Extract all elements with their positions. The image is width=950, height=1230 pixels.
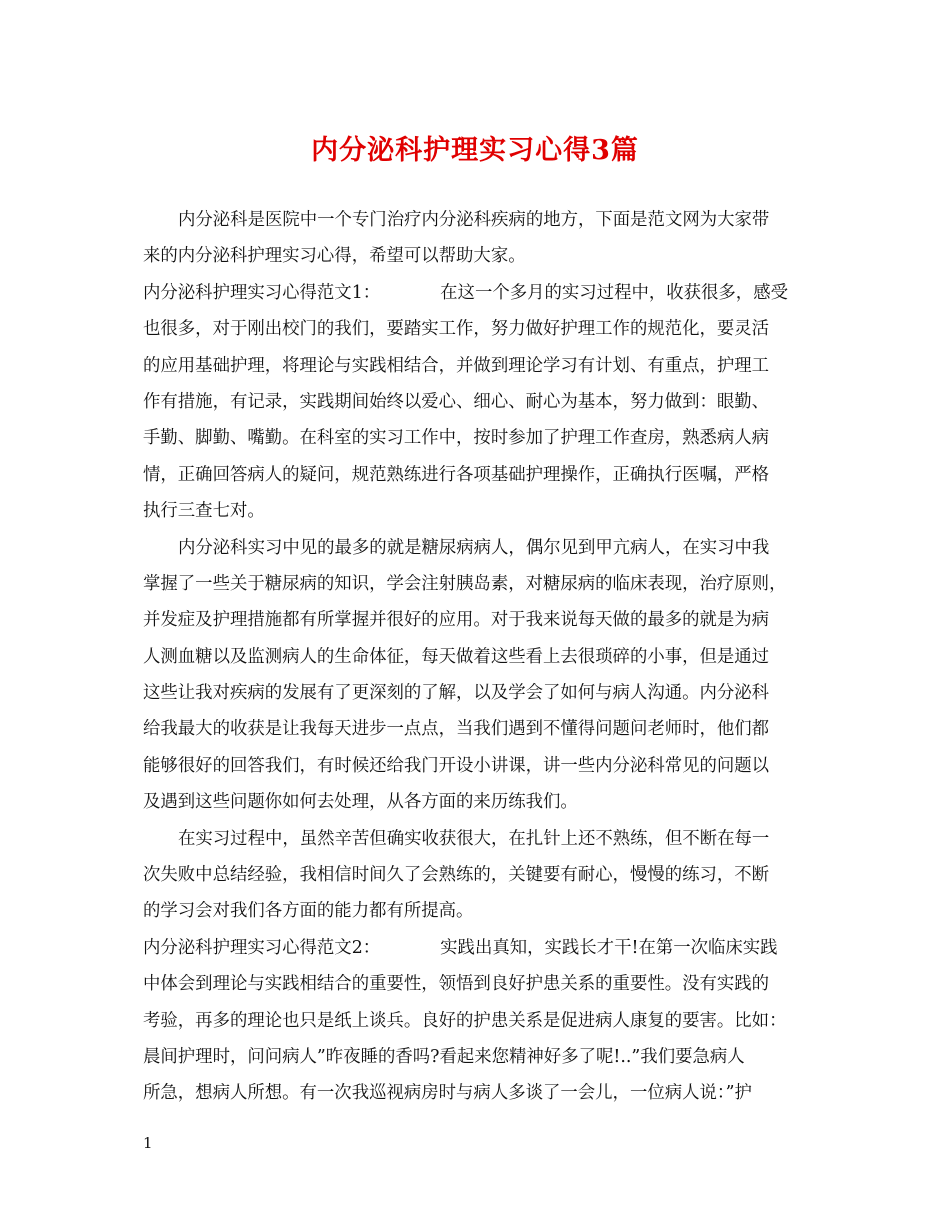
- paragraph-line: [143, 748, 813, 784]
- line-text: 作有措施，有记录，实践期间始终以爱心、细心、耐心为基本，努力做到：眼勤、: [143, 391, 770, 412]
- line-text: 执行三查七对。: [143, 501, 265, 522]
- page-number: 1: [143, 1134, 153, 1152]
- paragraph-line: [143, 711, 813, 747]
- paragraph-line: [143, 238, 813, 274]
- document-title: 内分泌科护理实习心得3篇: [311, 135, 639, 166]
- paragraph-line: [143, 893, 813, 929]
- line-text: 内分泌科是医院中一个专门治疗内分泌科疾病的地方，下面是范文网为大家带: [178, 210, 770, 230]
- line-text: 在这一个多月的实习过程中，收获很多，感受: [440, 282, 788, 303]
- line-text: 实践出真知，实践长才干!在第一次临床实践: [440, 937, 778, 958]
- line-text: 这些让我对疾病的发展有了更深刻的了解，以及学会了如何与病人沟通。内分泌科: [143, 683, 770, 704]
- line-text: 手勤、脚勤、嘴勤。在科室的实习工作中，按时参加了护理工作查房，熟悉病人病: [143, 428, 770, 449]
- document-body: [143, 202, 813, 1112]
- paragraph-line: [143, 857, 813, 893]
- paragraph-line: [143, 1075, 813, 1111]
- line-text: 所急，想病人所想。有一次我巡视病房时与病人多谈了一会儿，一位病人说：”护: [143, 1083, 752, 1104]
- paragraph-line: [143, 311, 813, 347]
- paragraph-line: [143, 784, 813, 820]
- paragraph-line: [143, 384, 813, 420]
- line-text: 并发症及护理措施都有所掌握并很好的应用。对于我来说每天做的最多的就是为病: [143, 610, 770, 631]
- line-text: 晨间护理时，问问病人”昨夜睡的香吗?看起来您精神好多了呢!..”我们要急病人: [143, 1046, 745, 1067]
- paragraph-line: [143, 566, 813, 602]
- paragraph-line: [143, 530, 813, 566]
- paragraph-line: [143, 420, 813, 456]
- line-text: 在实习过程中，虽然辛苦但确实收获很大，在扎针上还不熟练，但不断在每一: [178, 828, 770, 849]
- line-text: 情，正确回答病人的疑问，规范熟练进行各项基础护理操作，正确执行医嘱，严格: [143, 464, 770, 485]
- section-label: 内分泌科护理实习心得范文1：: [143, 282, 381, 303]
- paragraph-line: [143, 493, 813, 529]
- paragraph-line: [143, 457, 813, 493]
- line-text: 次失败中总结经验，我相信时间久了会熟练的，关键要有耐心，慢慢的练习，不断: [143, 865, 770, 886]
- line-text: 人测血糖以及监测病人的生命体征，每天做着这些看上去很琐碎的小事，但是通过: [143, 646, 770, 667]
- paragraph-line: [143, 675, 813, 711]
- line-text: 也很多，对于刚出校门的我们，要踏实工作，努力做好护理工作的规范化，要灵活: [143, 319, 770, 340]
- line-text: 内分泌科实习中见的最多的就是糖尿病病人，偶尔见到甲亢病人，在实习中我: [178, 537, 770, 558]
- line-text: 掌握了一些关于糖尿病的知识，学会注射胰岛素，对糖尿病的临床表现，治疗原则，: [143, 573, 787, 594]
- line-text: 的学习会对我们各方面的能力都有所提高。: [143, 901, 474, 922]
- section-label: 内分泌科护理实习心得范文2：: [143, 937, 381, 958]
- line-text: 的应用基础护理，将理论与实践相结合，并做到理论学习有计划、有重点，护理工: [143, 355, 770, 376]
- paragraph-line: [143, 202, 813, 238]
- paragraph-line: [143, 639, 813, 675]
- line-text: 及遇到这些问题你如何去处理，从各方面的来历练我们。: [143, 792, 578, 813]
- paragraph-line: [143, 602, 813, 638]
- paragraph-line: [143, 1003, 813, 1039]
- paragraph-line: [143, 821, 813, 857]
- line-text: 来的内分泌科护理实习心得，希望可以帮助大家。: [143, 246, 526, 267]
- paragraph-line: [143, 348, 813, 384]
- line-text: 考验，再多的理论也只是纸上谈兵。良好的护患关系是促进病人康复的要害。比如：: [143, 1010, 787, 1031]
- line-text: 给我最大的收获是让我每天进步一点点，当我们遇到不懂得问题问老师时，他们都: [143, 719, 770, 740]
- paragraph-line: [143, 275, 813, 311]
- line-text: 中体会到理论与实践相结合的重要性，领悟到良好护患关系的重要性。没有实践的: [143, 974, 770, 995]
- paragraph-line: [143, 1039, 813, 1075]
- line-text: 能够很好的回答我们，有时候还给我门开设小讲课，讲一些内分泌科常见的问题以: [143, 755, 770, 776]
- paragraph-line: [143, 930, 813, 966]
- paragraph-line: [143, 966, 813, 1002]
